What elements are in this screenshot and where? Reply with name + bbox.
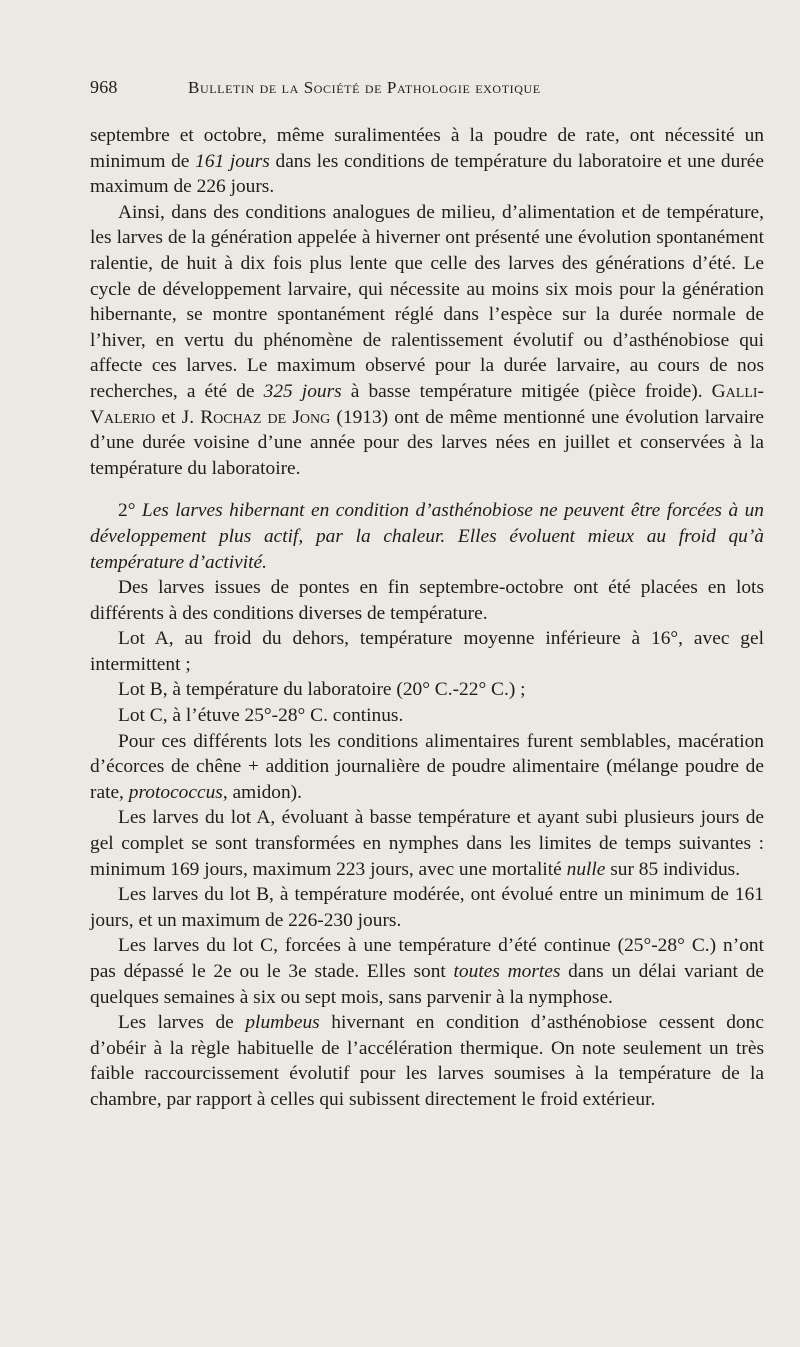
paragraph-4: Des larves issues de pontes en fin septembre-octobre ont été placées en lots différents à des conditions diverses de température. (90, 577, 764, 624)
emphasis: 325 jours (263, 380, 342, 402)
paragraph-6: Lot B, à température du laboratoire (20° C.-22° C.) ; (118, 679, 526, 701)
emphasis: 161 jours (195, 150, 270, 172)
emphasis: nulle (566, 858, 606, 880)
text-run: Les larves du lot A, évoluant à basse température et ayant subi plusieurs jours de gel complet se sont transformées en nymphes dans les limites de temps suivantes : minimum 169 jours, maximum 223 jours, avec une mortalité (90, 807, 764, 880)
paragraph-5: Lot A, au froid du dehors, température moyenne inférieure à 16°, avec gel intermittent ; (90, 628, 764, 675)
paragraph-9 (90, 805, 764, 882)
paragraph-7: Lot C, à l’étuve 25°-28° C. continus. (118, 705, 404, 727)
page-number: 968 (90, 77, 118, 97)
text-run: sur 85 individus. (605, 858, 741, 880)
section-number: 2° (118, 500, 142, 522)
text-run: Les larves de (118, 1012, 246, 1034)
paragraph-10: Les larves du lot B, à température modérée, ont évolué entre un minimum de 161 jours, et un maximum de 226-230 jours. (90, 884, 764, 931)
section-heading (90, 498, 764, 575)
running-header (90, 77, 764, 109)
text-run: hivernant en condition d’asthénobiose cessent donc d’obéir à la règle habituelle de l’accélération thermique. On note seulement un très faible raccourcissement évolutif pour les larves soumises à la température de la chambre, par rapport à celles qui subissent directement le froid extérieur. (90, 1012, 764, 1110)
article-body (90, 123, 764, 1113)
text-run: Pour ces différents lots les conditions alimentaires furent semblables, macération d’écorces de chêne + addition journalière de poudre alimentaire (mélange poudre de rate, (90, 730, 764, 803)
author-name: Rochaz de Jong (200, 406, 331, 428)
emphasis: protococcus (128, 781, 223, 803)
text-run: Les larves du lot C, forcées à une température d’été continue (25°-28° C.) n’ont pas dépassé le 2e ou le 3e stade. Elles sont (90, 935, 764, 982)
emphasis: toutes mortes (453, 961, 561, 982)
running-title: Bulletin de la Société de Pathologie exotique (188, 78, 541, 97)
text-run: dans un délai variant de quelques semaines à six ou sept mois, sans parvenir à la nymphose. (90, 961, 764, 1008)
text-run: , amidon). (222, 781, 302, 803)
text-run: à basse température mitigée (pièce froide). (341, 380, 712, 402)
text-run: Ainsi, dans des conditions analogues de milieu, d’alimentation et de température, les larves de la génération appelée à hiverner ont présenté une évolution spontanément ralentie, de huit à dix fois plus lente que celle des larves des générations d’été. Le cycle de développement larvaire, qui nécessite au moins six mois pour la génération hibernante, se montre spontanément réglé dans l’espèce sur la durée normale de l’hiver, en vertu du phénomène de ralentissement évolutif ou d’asthénobiose qui affecte ces larves. Le maximum observé pour la durée larvaire, au cours de nos recherches, a été de (90, 201, 764, 402)
emphasis: plumbeus (245, 1012, 320, 1034)
text-run: et J. (155, 406, 201, 428)
text-run: septembre et octobre, même suralimentées à la poudre de rate, ont nécessité un minimum de (90, 125, 764, 172)
paragraph-1 (90, 123, 764, 200)
section-title: Les larves hibernant en condition d’asthénobiose ne peuvent être forcées à un développement plus actif, par la chaleur. Elles évoluent mieux au froid qu’à température d’activité. (90, 500, 764, 573)
paragraph-12 (90, 1010, 764, 1112)
text-run: dans les conditions de température du laboratoire et une durée maximum de 226 jours. (90, 150, 764, 198)
author-name: Galli-Valerio (90, 380, 764, 428)
paragraph-11 (90, 933, 764, 1010)
text-run: (1913) ont de même mentionné une évolution larvaire d’une durée voisine d’une année pour des larves nées en juillet et conservées à la température du laboratoire. (90, 406, 765, 479)
paragraph-2 (90, 200, 764, 482)
paragraph-8 (90, 729, 764, 806)
